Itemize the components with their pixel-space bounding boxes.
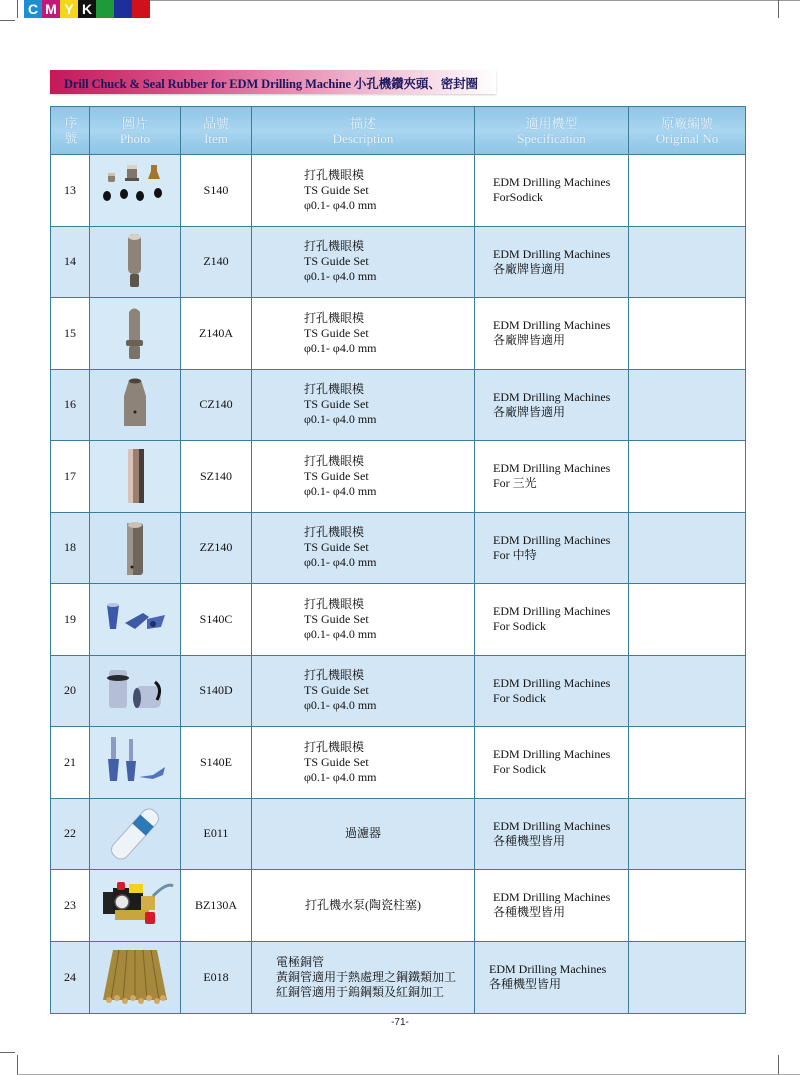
specification-line: For Sodick <box>493 690 547 705</box>
specification-line: EDM Drilling Machines <box>493 747 611 762</box>
cell-specification <box>475 584 629 655</box>
item-code: BZ130A <box>195 897 237 912</box>
color-calibration-bar <box>24 0 150 18</box>
item-code: S140E <box>199 754 232 769</box>
cell-no <box>51 513 90 584</box>
specification-line: For Sodick <box>493 762 547 777</box>
specification-line: For 三光 <box>493 476 537 491</box>
cell-original-no <box>629 155 745 226</box>
specification-line: 各廠牌皆適用 <box>493 404 566 419</box>
description-line: 打孔機眼模 <box>304 739 365 754</box>
cell-item <box>181 584 252 655</box>
color-swatch: M <box>42 0 60 18</box>
cell-photo <box>90 656 181 727</box>
brass-tubes-icon <box>95 946 175 1008</box>
description-line: 打孔機眼模 <box>304 382 365 397</box>
item-code: S140C <box>199 611 233 626</box>
section-title: Drill Chuck & Seal Rubber for EDM Drilling Machine 小孔機鑽夾頭、密封圈 <box>64 77 478 91</box>
cell-specification <box>475 727 629 798</box>
cell-photo <box>90 513 181 584</box>
cell-photo <box>90 584 181 655</box>
crop-mark-top-line <box>150 0 800 1</box>
cell-original-no <box>629 799 745 870</box>
description-line: TS Guide Set <box>304 611 369 626</box>
description-line: 打孔機眼模 <box>304 167 365 182</box>
cell-original-no <box>629 584 745 655</box>
cell-item <box>181 441 252 512</box>
cell-original-no <box>629 298 745 369</box>
row-number: 14 <box>64 254 76 269</box>
header-photo <box>90 107 181 154</box>
cell-photo <box>90 942 181 1014</box>
item-code: S140 <box>203 182 229 197</box>
cell-description <box>252 513 475 584</box>
specification-line: For 中特 <box>493 547 537 562</box>
description-line: TS Guide Set <box>304 182 369 197</box>
guide-holder-collar-icon <box>95 302 175 364</box>
description-line: φ0.1- φ4.0 mm <box>304 483 377 498</box>
header-item <box>181 107 252 154</box>
description-line: φ0.1- φ4.0 mm <box>304 769 377 784</box>
description-line: TS Guide Set <box>304 754 369 769</box>
cell-photo <box>90 799 181 870</box>
cell-photo <box>90 370 181 441</box>
header-no <box>51 107 90 154</box>
table-header <box>51 107 745 155</box>
color-swatch: C <box>24 0 42 18</box>
table-row <box>51 513 745 585</box>
table-row <box>51 584 745 656</box>
cell-original-no <box>629 370 745 441</box>
description-line: 電極銅管 <box>276 954 325 969</box>
cell-specification <box>475 155 629 226</box>
cell-specification <box>475 441 629 512</box>
description-line: 打孔機眼模 <box>304 596 365 611</box>
specification-line: ForSodick <box>493 190 544 205</box>
cell-item <box>181 799 252 870</box>
specification-line: 各種機型皆用 <box>493 833 566 848</box>
cell-no <box>51 227 90 298</box>
table-row <box>51 155 745 227</box>
seal-holders-icon <box>95 660 175 722</box>
cell-no <box>51 441 90 512</box>
cell-no <box>51 656 90 727</box>
row-number: 21 <box>64 754 76 769</box>
specification-line: EDM Drilling Machines <box>493 532 611 547</box>
specification-line: For Sodick <box>493 619 547 634</box>
header-specification-en: Specification <box>517 130 586 146</box>
table-row <box>51 727 745 799</box>
row-number: 24 <box>64 969 76 984</box>
blue-guide-pins-icon <box>95 731 175 793</box>
guide-holder-icon <box>95 231 175 293</box>
header-original-no <box>629 107 745 154</box>
table-row <box>51 370 745 442</box>
cell-specification <box>475 298 629 369</box>
cell-no <box>51 370 90 441</box>
cell-item <box>181 298 252 369</box>
cell-specification <box>475 513 629 584</box>
cell-specification <box>475 799 629 870</box>
cell-item <box>181 870 252 941</box>
item-code: E018 <box>203 969 229 984</box>
description-line: φ0.1- φ4.0 mm <box>304 412 377 427</box>
cell-no <box>51 155 90 226</box>
header-photo-zh: 圖片 <box>121 115 148 131</box>
description-line: TS Guide Set <box>304 397 369 412</box>
header-description <box>252 107 475 154</box>
cell-original-no <box>629 441 745 512</box>
cell-specification <box>475 656 629 727</box>
item-code: CZ140 <box>199 397 233 412</box>
row-number: 19 <box>64 611 76 626</box>
description-line: TS Guide Set <box>304 468 369 483</box>
header-no-zh: 序號 <box>62 115 78 146</box>
specification-line: EDM Drilling Machines <box>489 962 607 977</box>
row-number: 23 <box>64 897 76 912</box>
cell-item <box>181 656 252 727</box>
color-swatch <box>132 0 150 18</box>
description-line: 打孔機眼模 <box>304 310 365 325</box>
description-line: TS Guide Set <box>304 540 369 555</box>
specification-line: EDM Drilling Machines <box>493 389 611 404</box>
color-swatch <box>96 0 114 18</box>
description-line: 打孔機水泵(陶瓷柱塞) <box>305 897 421 912</box>
cell-item <box>181 370 252 441</box>
item-code: Z140A <box>199 325 233 340</box>
description-line: 紅銅管適用于鎢鋼類及紅銅加工 <box>276 984 445 999</box>
header-photo-en: Photo <box>119 130 151 146</box>
table-row <box>51 656 745 728</box>
guide-copper-icon <box>95 445 175 507</box>
blue-guides-icon <box>95 588 175 650</box>
description-line: φ0.1- φ4.0 mm <box>304 197 377 212</box>
cell-photo <box>90 227 181 298</box>
cell-photo <box>90 155 181 226</box>
cell-photo <box>90 298 181 369</box>
specification-line: EDM Drilling Machines <box>493 818 611 833</box>
row-number: 13 <box>64 182 76 197</box>
table-body <box>51 155 745 1013</box>
cell-description <box>252 799 475 870</box>
cell-no <box>51 298 90 369</box>
description-line: TS Guide Set <box>304 254 369 269</box>
cell-photo <box>90 727 181 798</box>
specification-line: 各廠牌皆適用 <box>493 333 566 348</box>
specification-line: EDM Drilling Machines <box>493 675 611 690</box>
description-line: TS Guide Set <box>304 683 369 698</box>
cell-description <box>252 298 475 369</box>
section-banner <box>50 70 496 94</box>
row-number: 15 <box>64 325 76 340</box>
cell-item <box>181 727 252 798</box>
cell-photo <box>90 441 181 512</box>
cell-description <box>252 227 475 298</box>
specification-line: EDM Drilling Machines <box>493 175 611 190</box>
description-line: φ0.1- φ4.0 mm <box>304 269 377 284</box>
crop-mark-bottom-right-v <box>778 1055 779 1075</box>
specification-line: 各廠牌皆適用 <box>493 261 566 276</box>
description-line: 打孔機眼模 <box>304 239 365 254</box>
table-row <box>51 441 745 513</box>
specification-line: EDM Drilling Machines <box>493 246 611 261</box>
specification-line: 各種機型皆用 <box>489 977 562 992</box>
color-swatch: K <box>78 0 96 18</box>
row-number: 16 <box>64 397 76 412</box>
cell-item <box>181 155 252 226</box>
cell-no <box>51 727 90 798</box>
color-swatch <box>114 0 132 18</box>
water-pump-icon <box>95 874 175 936</box>
guide-tapered-icon <box>95 374 175 436</box>
description-line: φ0.1- φ4.0 mm <box>304 340 377 355</box>
cell-no <box>51 942 90 1014</box>
cell-original-no <box>629 727 745 798</box>
cell-item <box>181 942 252 1014</box>
cell-no <box>51 584 90 655</box>
header-original-no-zh: 原廠編號 <box>660 115 713 131</box>
crop-mark-bottom-left-h <box>0 1052 15 1053</box>
header-specification <box>475 107 629 154</box>
description-line: φ0.1- φ4.0 mm <box>304 698 377 713</box>
specification-line: EDM Drilling Machines <box>493 890 611 905</box>
cell-description <box>252 370 475 441</box>
cell-description <box>252 584 475 655</box>
cell-specification <box>475 227 629 298</box>
table-row <box>51 298 745 370</box>
header-description-zh: 描述 <box>349 115 376 131</box>
cell-item <box>181 227 252 298</box>
filter-cartridge-icon <box>95 803 175 865</box>
cell-photo <box>90 870 181 941</box>
cell-no <box>51 870 90 941</box>
item-code: E011 <box>203 826 229 841</box>
description-line: 打孔機眼模 <box>304 525 365 540</box>
description-line: φ0.1- φ4.0 mm <box>304 626 377 641</box>
description-line: TS Guide Set <box>304 325 369 340</box>
guide-set-parts-icon <box>95 159 175 221</box>
cell-description <box>252 870 475 941</box>
cell-item <box>181 513 252 584</box>
specification-line: EDM Drilling Machines <box>493 461 611 476</box>
header-specification-zh: 適用機型 <box>525 115 578 131</box>
cell-original-no <box>629 942 745 1014</box>
crop-mark-top-left-h <box>0 20 15 21</box>
cell-description <box>252 656 475 727</box>
header-item-en: Item <box>204 130 228 146</box>
specification-line: EDM Drilling Machines <box>493 604 611 619</box>
row-number: 17 <box>64 468 76 483</box>
cell-original-no <box>629 656 745 727</box>
header-description-en: Description <box>332 130 394 146</box>
cell-original-no <box>629 227 745 298</box>
item-code: ZZ140 <box>199 540 233 555</box>
cell-specification <box>475 942 629 1014</box>
crop-mark-top-right-v <box>778 0 779 18</box>
description-line: 打孔機眼模 <box>304 453 365 468</box>
item-code: Z140 <box>203 254 229 269</box>
specification-line: EDM Drilling Machines <box>493 318 611 333</box>
crop-mark-top-left-v <box>17 0 18 18</box>
cell-original-no <box>629 870 745 941</box>
page-number: -71- <box>391 1017 409 1028</box>
crop-mark-bottom-left-v <box>17 1055 18 1075</box>
description-line: 黃銅管適用于熱處理之鋼鐵類加工 <box>276 969 457 984</box>
description-line: φ0.1- φ4.0 mm <box>304 555 377 570</box>
cell-description <box>252 727 475 798</box>
color-swatch: Y <box>60 0 78 18</box>
table-row <box>51 870 745 942</box>
header-original-no-en: Original No <box>655 130 719 146</box>
cell-specification <box>475 870 629 941</box>
product-table <box>50 106 746 1014</box>
row-number: 18 <box>64 540 76 555</box>
table-row <box>51 942 745 1014</box>
cell-description <box>252 441 475 512</box>
item-code: SZ140 <box>199 468 232 483</box>
description-line: 打孔機眼模 <box>304 668 365 683</box>
cell-description <box>252 155 475 226</box>
cell-no <box>51 799 90 870</box>
header-item-zh: 品號 <box>202 115 229 131</box>
cell-original-no <box>629 513 745 584</box>
row-number: 22 <box>64 826 76 841</box>
specification-line: 各種機型皆用 <box>493 905 566 920</box>
description-line: 過濾器 <box>344 826 381 841</box>
cell-specification <box>475 370 629 441</box>
table-row <box>51 227 745 299</box>
item-code: S140D <box>199 683 233 698</box>
table-row <box>51 799 745 871</box>
cell-description <box>252 942 475 1014</box>
row-number: 20 <box>64 683 76 698</box>
guide-hex-icon <box>95 517 175 579</box>
